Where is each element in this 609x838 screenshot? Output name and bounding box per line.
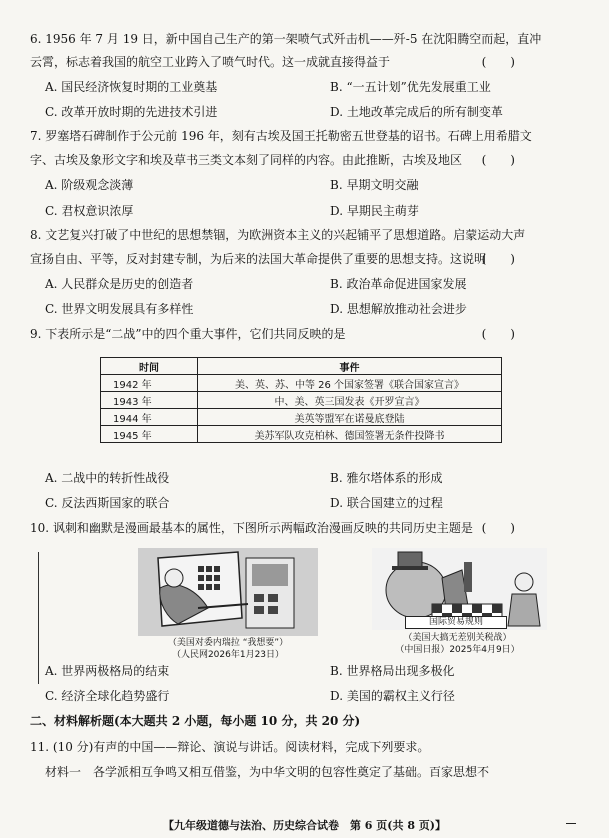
cartoon-venezuela-image — [138, 548, 318, 636]
cartoon1-caption-source: （人民网2026年1月23日） — [171, 650, 285, 660]
q9-option-a[interactable]: A. 二战中的转折性战役 — [45, 471, 170, 485]
q9-stem: 9. 下表所示是“二战”中的四个重大事件，它们共同反映的是 ( ) — [30, 327, 515, 341]
table-cell-year: 1943 年 — [101, 392, 198, 409]
q6-option-c[interactable]: C. 改革开放时期的先进技术引进 — [45, 105, 218, 119]
q7-option-a[interactable]: A. 阶级观念淡薄 — [45, 178, 134, 192]
q8-option-b[interactable]: B. 政治革命促进国家发展 — [330, 277, 467, 291]
q6-option-d[interactable]: D. 土地改革完成后的所有制变革 — [330, 105, 503, 119]
answer-paren: ( ) — [481, 153, 515, 167]
table-header-row — [101, 358, 502, 375]
table-row — [101, 392, 502, 409]
q6-option-a[interactable]: A. 国民经济恢复时期的工业奠基 — [45, 80, 218, 94]
q10-option-c[interactable]: C. 经济全球化趋势盛行 — [45, 689, 170, 703]
table-cell-year: 1942 年 — [101, 375, 198, 392]
table-row — [101, 409, 502, 426]
answer-paren: ( ) — [481, 55, 515, 69]
events-table — [100, 357, 502, 443]
q10-option-b[interactable]: B. 世界格局出现多极化 — [330, 664, 455, 678]
q7-stem-line2: 字、古埃及象形文字和埃及草书三类文本刻了同样的内容。由此推断，古埃及地区 ( ) — [30, 153, 515, 167]
q11-stem: 11. (10 分)有声的中国——辩论、演说与讲话。阅读材料，完成下列要求。 — [30, 740, 430, 754]
q6-stem-line1: 6. 1956 年 7 月 19 日，新中国自己生产的第一架喷气式歼击机——歼-5 在沈阳腾空而起，直冲 — [30, 32, 542, 46]
cartoon2-caption-source: （中国日报）2025年4月9日） — [395, 645, 520, 655]
table-row — [101, 375, 502, 392]
margin-rule — [38, 552, 39, 684]
table-cell-year: 1945 年 — [101, 426, 198, 443]
q9-option-c[interactable]: C. 反法西斯国家的联合 — [45, 496, 170, 510]
cartoon1-caption-title: （美国对委内瑞拉 “我想要”） — [167, 638, 289, 648]
table-row — [101, 426, 502, 443]
table-cell-event: 美、英、苏、中等 26 个国家签署《联合国家宣言》 — [198, 375, 502, 392]
table-header-time: 时间 — [101, 358, 198, 375]
q7-option-c[interactable]: C. 君权意识浓厚 — [45, 204, 134, 218]
cartoon2-caption-title: （美国大搞无差别关税战） — [403, 633, 512, 643]
q10-stem: 10. 讽刺和幽默是漫画最基本的属性，下图所示两幅政治漫画反映的共同历史主题是 ( ) — [30, 521, 515, 535]
q7-stem-line1: 7. 罗塞塔石碑制作于公元前 196 年，刻有古埃及国王托勒密五世登基的诏书。石碑上用希腊文 — [30, 129, 532, 143]
footer-mark — [566, 823, 576, 824]
table-cell-event: 中、美、英三国发表《开罗宣言》 — [198, 392, 502, 409]
answer-paren: ( ) — [481, 327, 515, 341]
q7-option-b[interactable]: B. 早期文明交融 — [330, 178, 419, 192]
section-heading: 二、材料解析题(本大题共 2 小题，每小题 10 分，共 20 分) — [30, 714, 361, 728]
q10-option-a[interactable]: A. 世界两极格局的结束 — [45, 664, 170, 678]
cartoon2-sign: 国际贸易规则 — [405, 616, 507, 629]
table-cell-event: 美英等盟军在诺曼底登陆 — [198, 409, 502, 426]
q8-option-d[interactable]: D. 思想解放推动社会进步 — [330, 302, 467, 316]
q11-material-one: 材料一 各学派相互争鸣又相互借鉴，为中华文明的包容性奠定了基础。百家思想不 — [45, 765, 490, 779]
q8-option-c[interactable]: C. 世界文明发展具有多样性 — [45, 302, 194, 316]
table-cell-event: 美苏军队攻克柏林、德国签署无条件投降书 — [198, 426, 502, 443]
answer-paren: ( ) — [481, 252, 515, 266]
q8-stem-line2: 宣扬自由、平等，反对封建专制，为后来的法国大革命提供了重要的思想支持。这说明 ( ) — [30, 252, 515, 266]
table-header-event: 事件 — [198, 358, 502, 375]
q9-option-d[interactable]: D. 联合国建立的过程 — [330, 496, 443, 510]
q8-option-a[interactable]: A. 人民群众是历史的创造者 — [45, 277, 194, 291]
q10-option-d[interactable]: D. 美国的霸权主义行径 — [330, 689, 455, 703]
q8-stem-line1: 8. 文艺复兴打破了中世纪的思想禁锢，为欧洲资本主义的兴起铺平了思想道路。启蒙运动大声 — [30, 228, 526, 242]
page-footer: 【九年级道德与法治、历史综合试卷 第 6 页(共 8 页)】 — [162, 819, 447, 832]
q9-option-b[interactable]: B. 雅尔塔体系的形成 — [330, 471, 443, 485]
table-cell-year: 1944 年 — [101, 409, 198, 426]
q6-option-b[interactable]: B. “一五计划”优先发展重工业 — [330, 80, 491, 94]
q6-stem-line2: 云霄，标志着我国的航空工业跨入了喷气时代。这一成就直接得益于 ( ) — [30, 55, 515, 69]
q7-option-d[interactable]: D. 早期民主萌芽 — [330, 204, 419, 218]
answer-paren: ( ) — [481, 521, 515, 535]
